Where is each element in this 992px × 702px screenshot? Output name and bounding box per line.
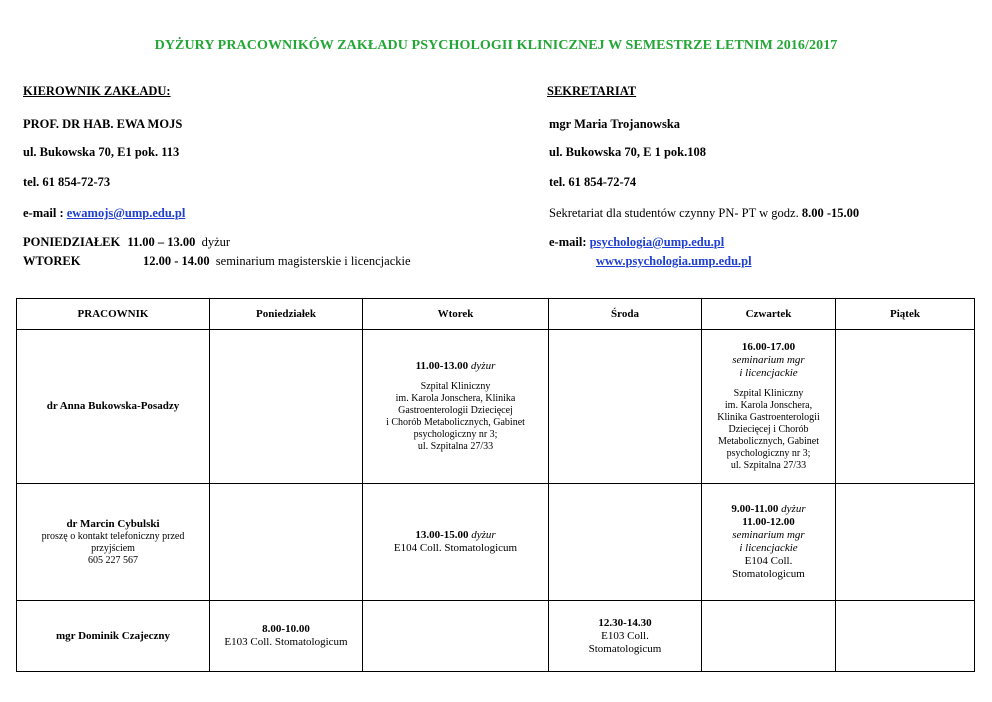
secretariat-name: mgr Maria Trojanowska	[549, 117, 681, 131]
slot-time: 11.00-12.00	[742, 516, 795, 528]
tuesday-cell	[363, 601, 549, 672]
note-line: przyjściem	[91, 542, 135, 554]
secretariat-website-link[interactable]: www.psychologia.ump.edu.pl	[596, 254, 752, 268]
slot-place: E103 Coll. Stomatologicum	[224, 636, 348, 648]
slot-place	[706, 388, 831, 472]
monday-desc: dyżur	[201, 235, 231, 249]
note-line: 605 227 567	[88, 554, 138, 566]
place-line: Klinika Gastroenterologii	[717, 412, 820, 423]
head-tuesday-line	[23, 254, 411, 269]
slot-type: dyżur	[781, 503, 806, 515]
slot-place: Stomatologicum	[732, 568, 805, 580]
place-line: psychologiczny nr 3;	[413, 429, 498, 440]
slot-type: seminarium mgr	[732, 354, 805, 366]
header-employee: PRACOWNIK	[17, 299, 210, 330]
thursday-cell	[702, 601, 836, 672]
secretariat-phone: tel. 61 854-72-74	[549, 175, 637, 189]
slot-place: Stomatologicum	[588, 642, 662, 655]
head-phone: tel. 61 854-72-73	[23, 175, 111, 189]
wednesday-cell	[549, 601, 702, 672]
place-line: Szpital Kliniczny	[733, 388, 804, 399]
slot-time: 8.00-10.00	[262, 623, 310, 635]
place-line: Szpital Kliniczny	[420, 381, 491, 392]
header-friday: Piątek	[836, 299, 975, 330]
secretariat-address: ul. Bukowska 70, E 1 pok.108	[549, 145, 707, 159]
employee-note	[21, 531, 205, 567]
place-line: Gastroenterologii Dziecięcej	[398, 405, 513, 416]
slot-time: 16.00-17.00	[741, 341, 796, 353]
tuesday-cell	[363, 484, 549, 601]
slot-time: 12.30-14.30	[598, 616, 652, 629]
monday-cell	[210, 601, 363, 672]
monday-day: PONIEDZIAŁEK	[23, 235, 121, 249]
page-title: DYŻURY PRACOWNIKÓW ZAKŁADU PSYCHOLOGII KLINICZNEJ W SEMESTRZE LETNIM 2016/2017	[154, 38, 838, 53]
employee-name: mgr Dominik Czajeczny	[17, 601, 210, 672]
monday-cell	[210, 484, 363, 601]
slot-type: i licencjackie	[739, 542, 798, 554]
wednesday-cell	[549, 484, 702, 601]
header-wednesday: Środa	[549, 299, 702, 330]
wednesday-cell	[549, 330, 702, 484]
friday-cell	[836, 330, 975, 484]
head-address: ul. Bukowska 70, E1 pok. 113	[23, 145, 180, 159]
friday-cell	[836, 601, 975, 672]
head-email-label: e-mail :	[23, 206, 67, 220]
secretariat-hours-line	[549, 206, 859, 221]
head-email-link[interactable]: ewamojs@ump.edu.pl	[66, 206, 186, 220]
slot-place	[367, 381, 544, 453]
secretariat-email-link[interactable]: psychologia@ump.edu.pl	[589, 235, 725, 249]
tuesday-cell	[363, 330, 549, 484]
note-line: proszę o kontakt telefoniczny przed	[41, 530, 185, 542]
secretariat-website-line	[596, 254, 752, 269]
slot-time: 11.00-13.00	[415, 360, 469, 372]
schedule-table	[16, 298, 975, 672]
secretariat-email-line	[549, 235, 724, 250]
slot-time: 9.00-11.00	[731, 503, 779, 515]
slot-type: dyżur	[470, 360, 496, 372]
place-line: i Chorób Metabolicznych, Gabinet	[386, 417, 525, 428]
slot-type: seminarium mgr	[732, 529, 805, 541]
place-line: ul. Szpitalna 27/33	[730, 460, 807, 471]
employee-name: dr Marcin Cybulski	[66, 517, 160, 530]
tuesday-time: 12.00 - 14.00	[143, 254, 210, 268]
employee-name: dr Anna Bukowska-Posadzy	[17, 330, 210, 484]
slot-place: E104 Coll. Stomatologicum	[393, 542, 518, 554]
slot-place: E103 Coll.	[601, 629, 649, 642]
tuesday-desc: seminarium magisterskie i licencjackie	[215, 254, 411, 268]
thursday-cell	[702, 484, 836, 601]
head-monday-line	[23, 235, 230, 250]
monday-cell	[210, 330, 363, 484]
place-line: Dziecięcej i Chorób	[728, 424, 809, 435]
place-line: Metabolicznych, Gabinet	[717, 436, 820, 447]
table-row	[17, 601, 975, 672]
table-row	[17, 484, 975, 601]
secretariat-email-label: e-mail:	[549, 235, 590, 249]
place-line: psychologiczny nr 3;	[726, 448, 811, 459]
secretariat-hours: 8.00 -15.00	[801, 206, 860, 220]
secretariat-hours-text: Sekretariat dla studentów czynny PN- PT w godz.	[549, 206, 802, 220]
tuesday-day: WTOREK	[23, 254, 81, 268]
slot-type: dyżur	[471, 529, 496, 541]
place-line: im. Karola Jonschera,	[724, 400, 813, 411]
secretariat-heading: SEKRETARIAT	[547, 84, 637, 98]
monday-time: 11.00 – 13.00	[127, 235, 196, 249]
table-header-row	[17, 299, 975, 330]
slot-type: i licencjackie	[739, 367, 798, 379]
slot-place: E104 Coll.	[744, 555, 793, 567]
thursday-cell	[702, 330, 836, 484]
friday-cell	[836, 484, 975, 601]
table-row	[17, 330, 975, 484]
header-tuesday: Wtorek	[363, 299, 549, 330]
place-line: ul. Szpitalna 27/33	[417, 441, 494, 452]
slot-time: 13.00-15.00	[415, 529, 469, 541]
head-of-department-heading: KIEROWNIK ZAKŁADU:	[23, 84, 171, 98]
header-thursday: Czwartek	[702, 299, 836, 330]
employee-cell	[17, 484, 210, 601]
head-email-line	[23, 206, 185, 221]
header-monday: Poniedziałek	[210, 299, 363, 330]
place-line: im. Karola Jonschera, Klinika	[395, 393, 516, 404]
head-name: PROF. DR HAB. EWA MOJS	[23, 117, 183, 131]
